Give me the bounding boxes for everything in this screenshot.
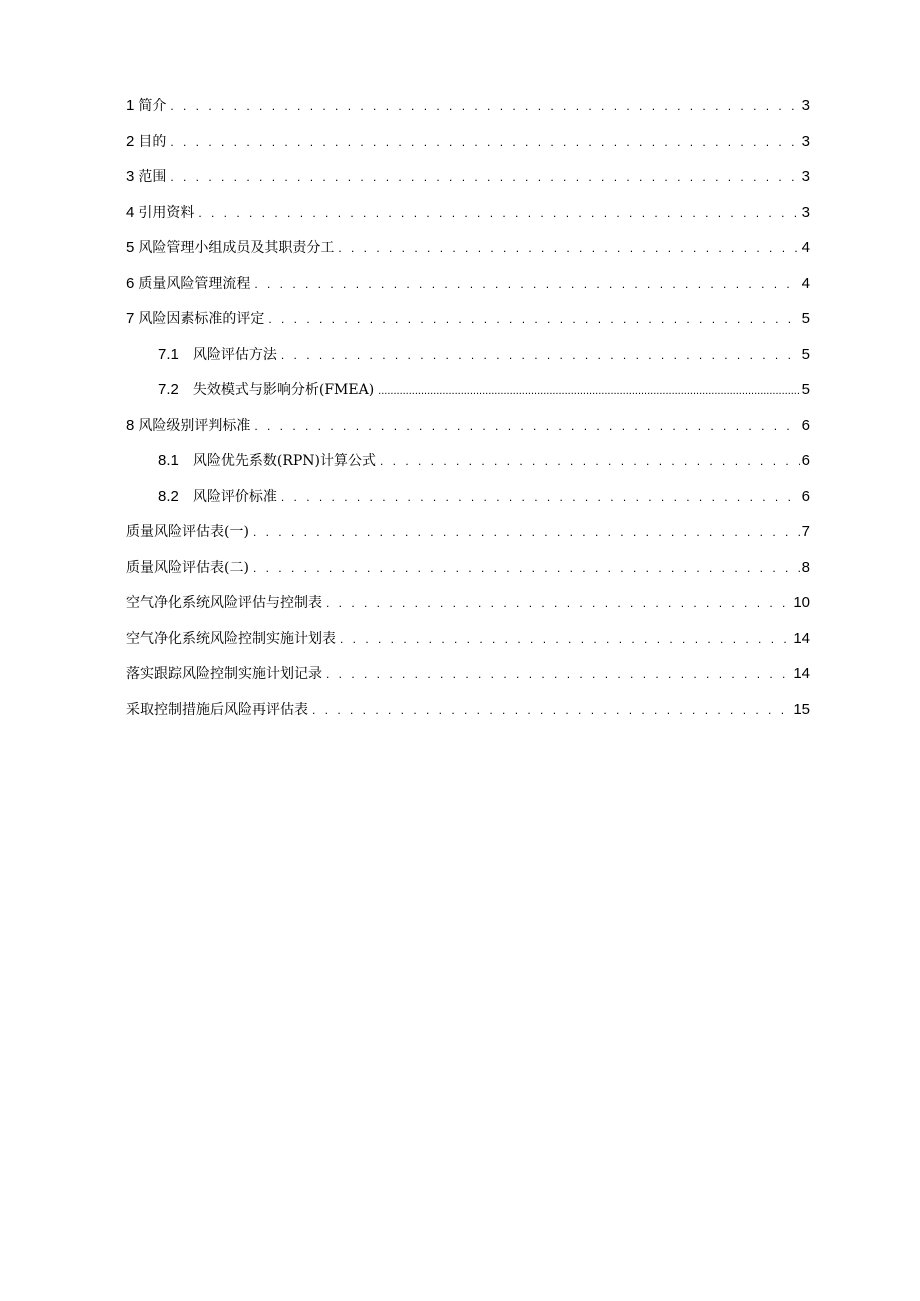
toc-entry-appendix-5[interactable] [126, 656, 810, 692]
toc-page-number: 6 [801, 416, 810, 434]
toc-entry-title: 质量风险管理流程 [138, 275, 251, 292]
toc-entry-title: 风险评价标准 [192, 488, 277, 505]
toc-page-number: 6 [801, 452, 810, 469]
toc-entry-7-2[interactable] [126, 372, 810, 408]
toc-entry-title: 落实跟踪风险控制实施计划记录 [126, 666, 322, 682]
toc-page-number: 14 [793, 665, 810, 682]
toc-entry-number: 8 [126, 416, 135, 434]
toc-dot-leader [378, 374, 799, 410]
toc-entry-appendix-3[interactable] [126, 585, 810, 621]
toc-entry-8[interactable] [126, 408, 810, 444]
toc-entry-number: 8.1 [158, 452, 179, 469]
toc-entry-title: 质量风险评估表(二) [126, 559, 249, 576]
toc-entry-5[interactable] [126, 230, 810, 266]
toc-entry-number: 4 [126, 203, 135, 221]
toc-entry-number: 2 [126, 132, 135, 150]
toc-dot-leader [281, 338, 800, 374]
toc-dot-leader [170, 125, 799, 161]
toc-entry-title: 引用资料 [138, 204, 195, 221]
toc-dot-leader [253, 551, 800, 587]
toc-entry-number: 3 [126, 168, 135, 185]
toc-entry-title: 空气净化系统风险控制实施计划表 [126, 630, 336, 647]
toc-entry-number: 5 [126, 239, 135, 256]
toc-page-number: 7 [801, 523, 810, 540]
toc-entry-8-2[interactable] [126, 479, 810, 515]
toc-page-number: 4 [801, 274, 810, 292]
toc-dot-leader [312, 693, 791, 729]
toc-entry-title: 范围 [138, 169, 167, 185]
toc-page-number: 5 [801, 310, 810, 327]
toc-entry-6[interactable] [126, 266, 810, 302]
toc-entry-7-1[interactable] [126, 337, 810, 373]
toc-dot-leader [281, 480, 800, 516]
toc-entry-3[interactable] [126, 159, 810, 195]
toc-dot-leader [170, 89, 799, 125]
toc-page-number: 8 [801, 558, 810, 576]
toc-entry-title: 风险优先系数(RPN)计算公式 [192, 453, 376, 469]
toc-dot-leader [380, 444, 800, 480]
toc-entry-number: 7 [126, 310, 135, 327]
toc-entry-title: 风险管理小组成员及其职责分工 [138, 240, 335, 256]
toc-entry-title: 失效模式与影响分析(FMEA) [192, 382, 375, 398]
toc-dot-leader [253, 515, 800, 551]
toc-entry-title: 风险级别评判标准 [138, 417, 251, 434]
toc-dot-leader [198, 196, 799, 232]
toc-entry-appendix-1[interactable] [126, 514, 810, 550]
toc-entry-appendix-4[interactable] [126, 621, 810, 657]
toc-dot-leader [326, 586, 791, 622]
toc-dot-leader [340, 622, 791, 658]
toc-entry-number: 6 [126, 274, 135, 292]
toc-entry-appendix-2[interactable] [126, 550, 810, 586]
toc-dot-leader [254, 409, 799, 445]
toc-entry-title: 简介 [138, 98, 167, 114]
toc-entry-title: 采取控制措施后风险再评估表 [126, 701, 308, 718]
toc-page-number: 14 [793, 629, 810, 647]
toc-entry-appendix-6[interactable] [126, 692, 810, 728]
toc-entry-title: 质量风险评估表(一) [126, 524, 249, 540]
toc-entry-number: 8.2 [158, 487, 179, 505]
toc-page-number: 3 [801, 132, 810, 150]
toc-dot-leader [326, 657, 791, 693]
toc-entry-number: 7.2 [158, 381, 179, 398]
toc-entry-title: 目的 [138, 133, 167, 150]
toc-page-number: 3 [801, 203, 810, 221]
toc-dot-leader [338, 231, 799, 267]
toc-dot-leader [254, 267, 799, 303]
toc-page-number: 4 [801, 239, 810, 256]
toc-entry-title: 空气净化系统风险评估与控制表 [126, 595, 322, 611]
toc-entry-1[interactable] [126, 88, 810, 124]
toc-entry-number: 1 [126, 97, 135, 114]
toc-entry-title: 风险因素标准的评定 [138, 311, 265, 327]
toc-dot-leader [268, 302, 799, 338]
toc-page-number: 5 [801, 381, 810, 398]
toc-entry-4[interactable] [126, 195, 810, 231]
toc-entry-7[interactable] [126, 301, 810, 337]
toc-page-number: 15 [793, 700, 810, 718]
table-of-contents [126, 88, 810, 727]
toc-dot-leader [170, 160, 799, 196]
toc-entry-2[interactable] [126, 124, 810, 160]
toc-page-number: 6 [801, 487, 810, 505]
toc-entry-number: 7.1 [158, 345, 179, 363]
toc-page-number: 3 [801, 97, 810, 114]
toc-entry-8-1[interactable] [126, 443, 810, 479]
toc-page-number: 10 [793, 594, 810, 611]
toc-page-number: 3 [801, 168, 810, 185]
toc-entry-title: 风险评估方法 [192, 346, 277, 363]
toc-page-number: 5 [801, 345, 810, 363]
